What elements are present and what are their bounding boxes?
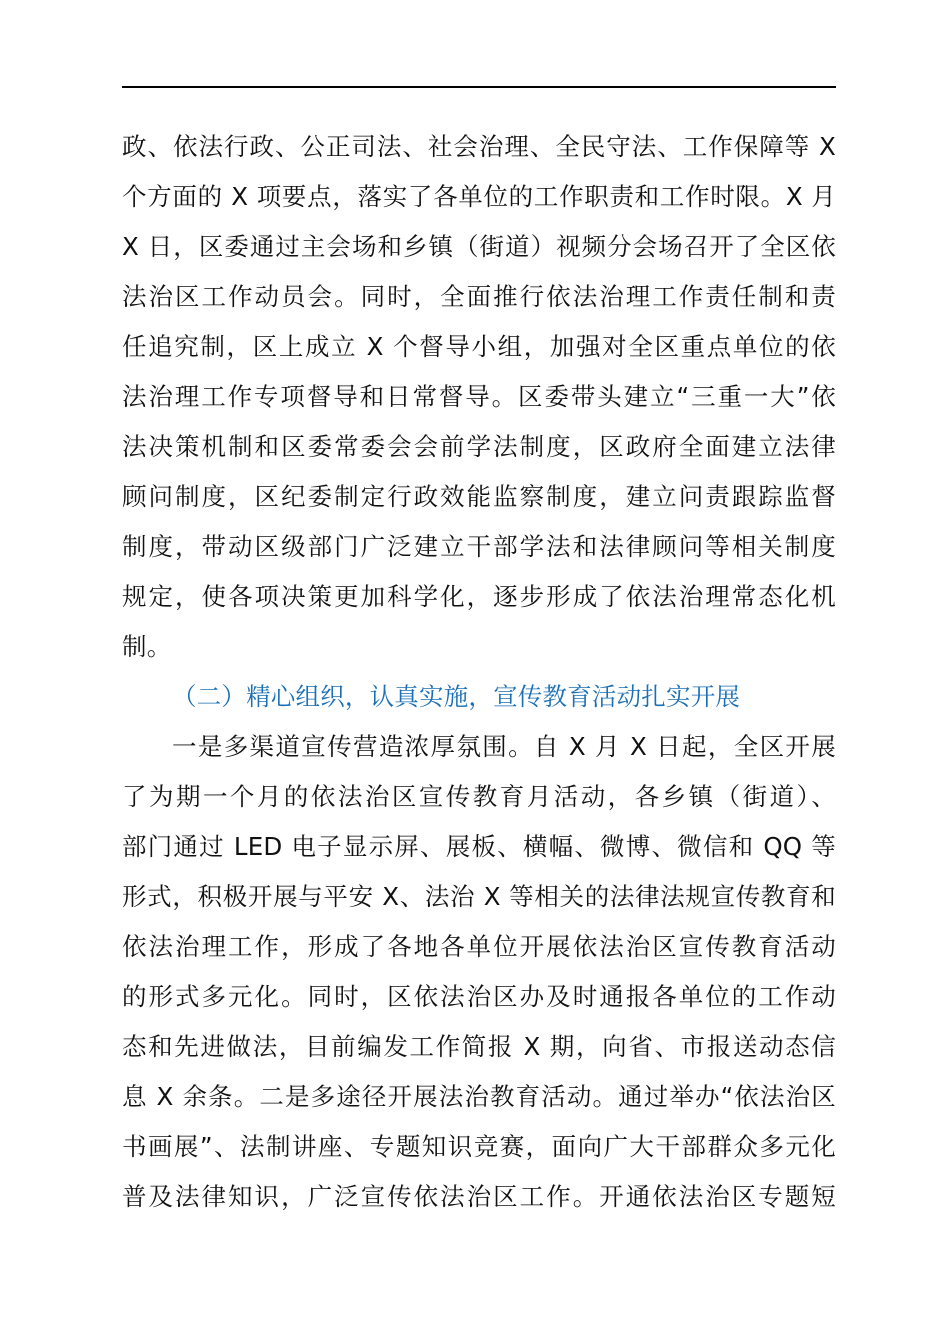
paragraph-line: 态和先进做法，目前编发工作简报 X 期，向省、市报送动态信 bbox=[122, 1032, 836, 1061]
paragraph-line: 规定，使各项决策更加科学化，逐步形成了依法治理常态化机 bbox=[122, 582, 836, 611]
paragraph-line: 普及法律知识，广泛宣传依法治区工作。开通依法治区专题短 bbox=[122, 1182, 836, 1211]
paragraph-line: 顾问制度，区纪委制定行政效能监察制度，建立问责跟踪监督 bbox=[122, 482, 836, 511]
paragraph-line: X 日，区委通过主会场和乡镇（街道）视频分会场召开了全区依 bbox=[122, 232, 836, 261]
paragraph-line: 形式，积极开展与平安 X、法治 X 等相关的法律法规宣传教育和 bbox=[122, 882, 836, 911]
paragraph-line: 法治理工作专项督导和日常督导。区委带头建立“三重一大”依 bbox=[122, 382, 836, 411]
header-rule bbox=[122, 86, 836, 88]
paragraph-line: 制度，带动区级部门广泛建立干部学法和法律顾问等相关制度 bbox=[122, 532, 836, 561]
paragraph-line: 部门通过 LED 电子显示屏、展板、横幅、微博、微信和 QQ 等 bbox=[122, 832, 836, 861]
paragraph-line-indented: 一是多渠道宣传营造浓厚氛围。自 X 月 X 日起，全区开展 bbox=[172, 732, 836, 761]
paragraph-line: 书画展”、法制讲座、专题知识竞赛，面向广大干部群众多元化 bbox=[122, 1132, 836, 1161]
paragraph-line: 依法治理工作，形成了各地各单位开展依法治区宣传教育活动 bbox=[122, 932, 836, 961]
paragraph-line: 制。 bbox=[122, 632, 172, 661]
document-body bbox=[122, 122, 836, 1222]
paragraph-line: 法决策机制和区委常委会会前学法制度，区政府全面建立法律 bbox=[122, 432, 836, 461]
paragraph-line: 政、依法行政、公正司法、社会治理、全民守法、工作保障等 X bbox=[122, 132, 836, 161]
paragraph-line: 任追究制，区上成立 X 个督导小组，加强对全区重点单位的依 bbox=[122, 332, 836, 361]
section-heading: （二）精心组织，认真实施，宣传教育活动扎实开展 bbox=[172, 682, 741, 711]
paragraph-line: 个方面的 X 项要点，落实了各单位的工作职责和工作时限。X 月 bbox=[122, 182, 836, 211]
paragraph-line: 的形式多元化。同时，区依法治区办及时通报各单位的工作动 bbox=[122, 982, 836, 1011]
paragraph-line: 了为期一个月的依法治区宣传教育月活动，各乡镇（街道）、 bbox=[122, 782, 836, 811]
paragraph-line: 法治区工作动员会。同时，全面推行依法治理工作责任制和责 bbox=[122, 282, 836, 311]
paragraph-line: 息 X 余条。二是多途径开展法治教育活动。通过举办“依法治区 bbox=[122, 1082, 836, 1111]
